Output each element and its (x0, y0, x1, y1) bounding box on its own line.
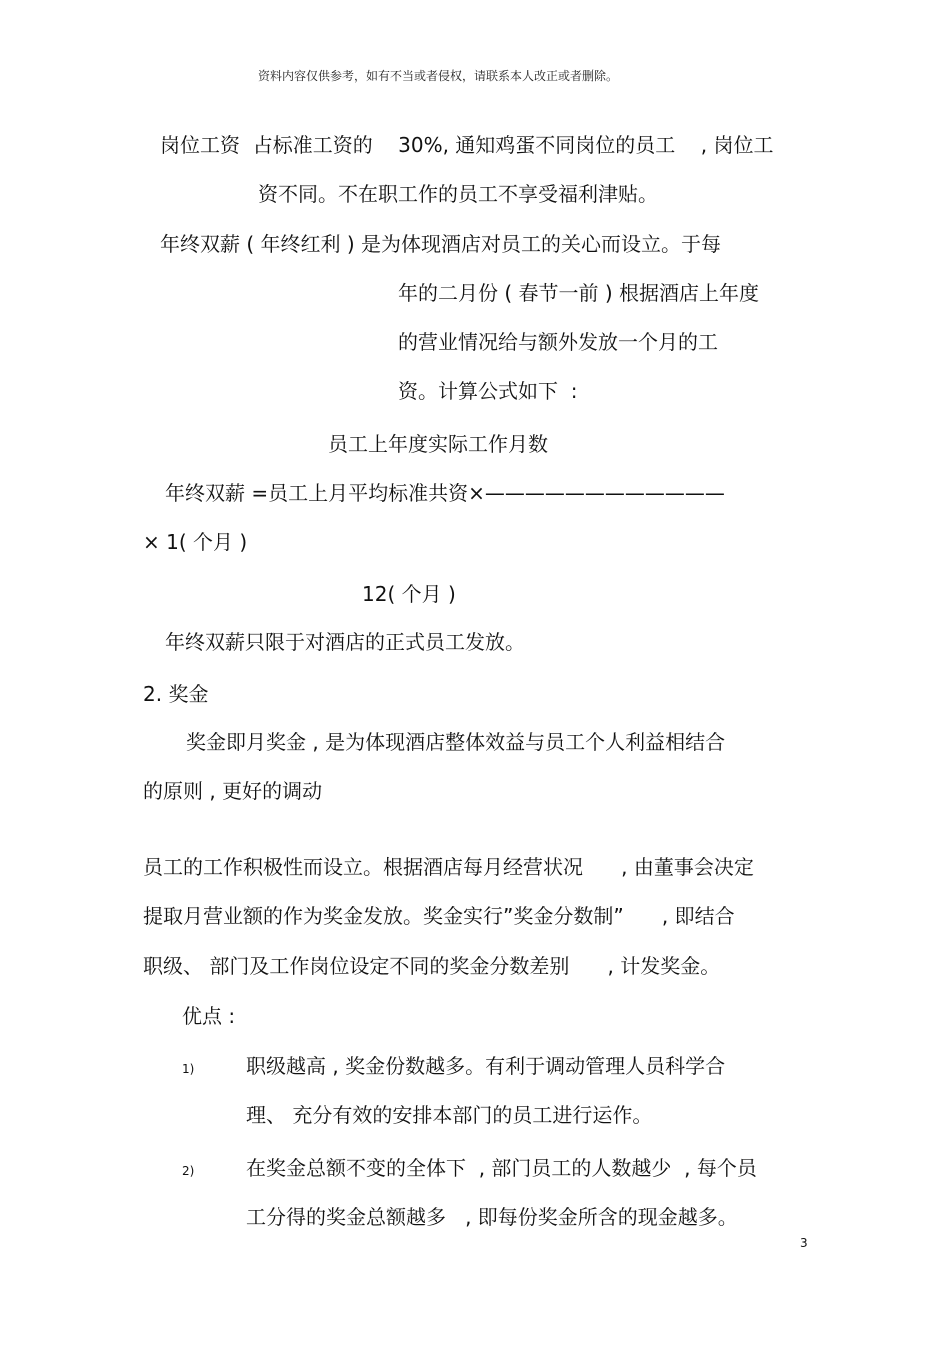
list-item-line: 职级越高 , 奖金份数越多。有利于调动管理人员科学合 (246, 1054, 726, 1078)
list-item-line: 工分得的奖金总额越多 , 即每份奖金所含的现金越多。 (246, 1205, 738, 1229)
list-item-line: 在奖金总额不变的全体下 , 部门员工的人数越少 , 每个员 (246, 1156, 757, 1180)
paragraph-line: 奖金即月奖金 , 是为体现酒店整体效益与员工个人利益相结合 (186, 730, 726, 754)
list-item-line: 理、 充分有效的安排本部门的员工进行运作。 (246, 1103, 653, 1127)
paragraph-line: 提取月营业额的作为奖金发放。奖金实行”奖金分数制” , 即结合 (143, 904, 735, 928)
paragraph-line: 的营业情况给与额外发放一个月的工 (398, 330, 718, 354)
list-item-number: 2) (182, 1164, 195, 1178)
formula-multiplier: × 1( 个月 ) (143, 530, 248, 554)
page-number: 3 (800, 1236, 808, 1250)
paragraph-line: 员工的工作积极性而设立。根据酒店每月经营状况 , 由董事会决定 (143, 855, 754, 879)
paragraph-line: 年的二月份 ( 春节一前 ) 根据酒店上年度 (398, 281, 760, 305)
formula-main: 年终双薪 =员工上月平均标准共资×———————————— (165, 481, 725, 505)
paragraph-line: 年终双薪只限于对酒店的正式员工发放。 (165, 630, 525, 654)
paragraph-line: 资不同。不在职工作的员工不享受福利津贴。 (258, 182, 658, 206)
formula-denominator: 12( 个月 ) (362, 582, 456, 606)
header-note: 资料内容仅供参考，如有不当或者侵权，请联系本人改正或者删除。 (258, 69, 619, 83)
section-heading: 2. 奖金 (143, 682, 209, 706)
paragraph-line: 年终双薪 ( 年终红利 ) 是为体现酒店对员工的关心而设立。于每 (160, 232, 722, 256)
paragraph-line: 职级、 部门及工作岗位设定不同的奖金分数差别 , 计发奖金。 (143, 954, 721, 978)
list-item-number: 1) (182, 1062, 195, 1076)
formula-numerator: 员工上年度实际工作月数 (328, 432, 548, 456)
advantages-label: 优点 : (182, 1004, 236, 1028)
paragraph-line: 资。计算公式如下 : (398, 379, 578, 403)
paragraph-line: 的原则 , 更好的调动 (143, 779, 323, 803)
paragraph-line: 岗位工资 占标准工资的 30%, 通知鸡蛋不同岗位的员工 , 岗位工 (160, 133, 774, 157)
